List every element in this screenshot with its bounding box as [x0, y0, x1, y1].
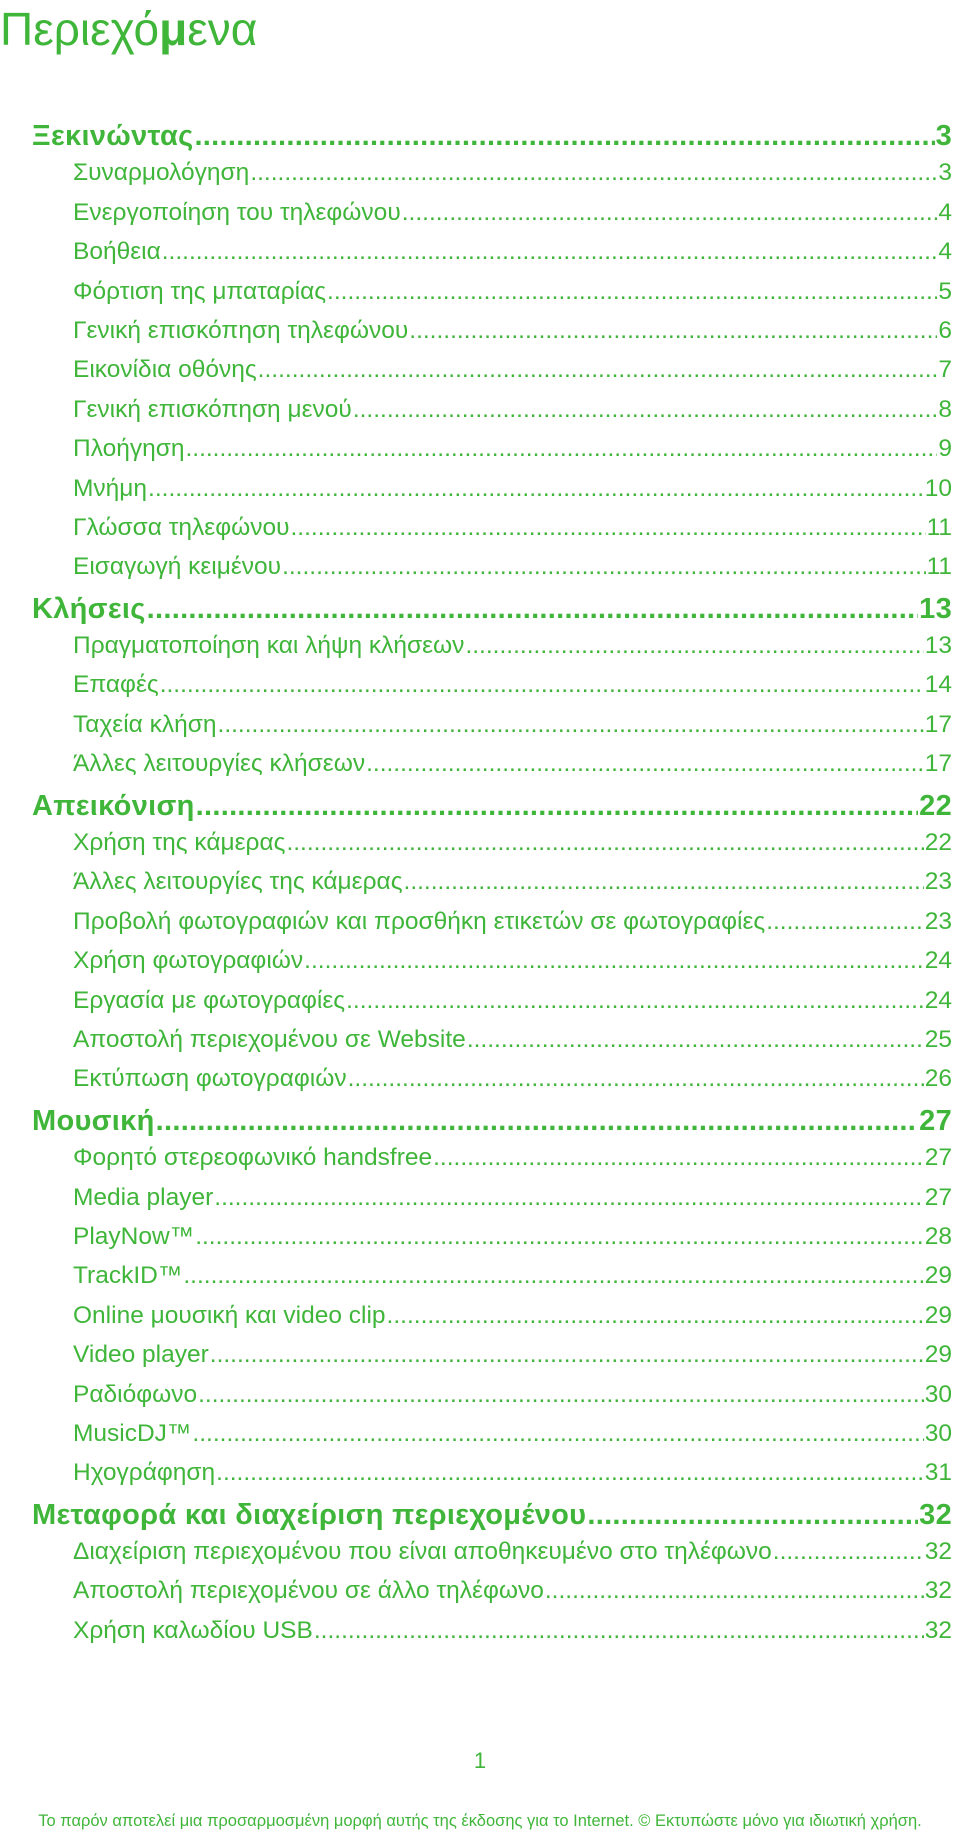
toc-entry-page: 4 — [938, 198, 952, 226]
toc-section-label: Μουσική — [32, 1104, 155, 1137]
toc-entry-page: 27 — [924, 1183, 952, 1211]
dot-leader — [214, 1184, 923, 1212]
toc-section[interactable] — [32, 1105, 952, 1144]
toc-section[interactable] — [32, 593, 952, 632]
toc-entry-label: Άλλες λειτουργίες κλήσεων — [73, 750, 366, 778]
page-number: 1 — [473, 1748, 487, 1773]
footer-note: Το παρόν αποτελεί μια προσαρμοσμένη μορφή αυτής της έκδοσης για το Internet. © Εκτυπώστε μόνο για ιδιωτική χρήση. — [38, 1812, 922, 1830]
toc-entry-page: 14 — [924, 671, 952, 699]
dot-leader — [192, 1420, 923, 1448]
dot-leader — [198, 1381, 924, 1409]
toc-entry-page: 32 — [924, 1616, 952, 1644]
page-title — [0, 2, 257, 56]
toc-entry[interactable] — [32, 1184, 952, 1223]
toc-section-label: Κλήσεις — [32, 592, 146, 625]
toc-entry-page: 30 — [924, 1380, 952, 1408]
toc-entry-page: 28 — [924, 1222, 952, 1250]
toc-entry[interactable] — [32, 947, 952, 986]
dot-leader — [250, 159, 937, 187]
toc-entry[interactable] — [32, 1302, 952, 1341]
dot-leader — [773, 1538, 924, 1566]
dot-leader — [147, 593, 919, 626]
toc-entry-page: 27 — [924, 1144, 952, 1172]
toc-entry[interactable] — [32, 475, 952, 514]
toc-entry-label: Εισαγωγή κειμένου — [73, 553, 282, 581]
toc-entry[interactable] — [32, 1223, 952, 1262]
toc-entry-label: Χρήση της κάμερας — [73, 829, 286, 857]
dot-leader — [195, 1223, 924, 1251]
toc-entry-page: 22 — [924, 829, 952, 857]
dot-leader — [196, 790, 919, 823]
toc-entry[interactable] — [32, 1538, 952, 1577]
dot-leader — [210, 1341, 924, 1369]
toc-entry-page: 6 — [938, 316, 952, 344]
toc-entry-label: Πλοήγηση — [73, 435, 185, 463]
toc-entry-page: 29 — [924, 1301, 952, 1329]
toc-section-label: Απεικόνιση — [32, 789, 195, 822]
dot-leader — [286, 829, 923, 857]
toc-section[interactable] — [32, 120, 952, 159]
toc-entry[interactable] — [32, 1144, 952, 1183]
toc-entry-label: Εκτύπωση φωτογραφιών — [73, 1065, 347, 1093]
toc-entry-label: Φόρτιση της μπαταρίας — [73, 277, 327, 305]
dot-leader — [766, 908, 924, 936]
dot-leader — [404, 868, 924, 896]
toc-entry-page: 29 — [924, 1262, 952, 1290]
toc-entry-label: Γλώσσα τηλεφώνου — [73, 513, 290, 541]
toc-entry-page: 13 — [924, 632, 952, 660]
dot-leader — [587, 1499, 918, 1532]
toc-entry[interactable] — [32, 317, 952, 356]
toc-entry-page: 29 — [924, 1341, 952, 1369]
toc-entry-page: 23 — [924, 907, 952, 935]
toc-entry-page: 24 — [924, 947, 952, 975]
toc-entry[interactable] — [32, 278, 952, 317]
dot-leader — [327, 278, 937, 306]
toc-entry-page: 5 — [938, 277, 952, 305]
dot-leader — [290, 514, 925, 542]
toc-entry[interactable] — [32, 356, 952, 395]
toc-entry[interactable] — [32, 908, 952, 947]
toc-entry-page: 11 — [926, 553, 952, 581]
title-prefix: Περιεχό — [0, 3, 160, 55]
toc-entry-page: 8 — [938, 395, 952, 423]
toc-entry-label: Αποστολή περιεχομένου σε Website — [73, 1025, 466, 1053]
toc-entry[interactable] — [32, 1381, 952, 1420]
dot-leader — [162, 238, 938, 266]
toc-entry[interactable] — [32, 1026, 952, 1065]
dot-leader — [258, 356, 938, 384]
toc-entry-label: Προβολή φωτογραφιών και προσθήκη ετικετών σε φωτογραφίες — [73, 907, 766, 935]
toc-entry-label: Video player — [73, 1341, 209, 1369]
toc-entry[interactable] — [32, 553, 952, 592]
toc-entry-label: Ταχεία κλήση — [73, 710, 217, 738]
dot-leader — [304, 947, 924, 975]
title-mu: μ — [159, 3, 188, 55]
toc-entry[interactable] — [32, 199, 952, 238]
toc-entry-page: 32 — [924, 1577, 952, 1605]
toc-entry-page: 17 — [924, 710, 952, 738]
toc-section-page: 3 — [935, 120, 952, 152]
dot-leader — [194, 120, 934, 153]
dot-leader — [467, 1026, 924, 1054]
toc-entry-label: Εικονίδια οθόνης — [73, 356, 257, 384]
dot-leader — [465, 632, 923, 660]
toc-entry-page: 4 — [938, 238, 952, 266]
toc-section-label: Μεταφορά και διαχείριση περιεχομένου — [32, 1498, 587, 1531]
toc-section-page: 22 — [919, 789, 952, 822]
toc-entry-label: TrackID™ — [73, 1262, 183, 1290]
dot-leader — [183, 1262, 923, 1290]
toc-entry-page: 10 — [924, 474, 952, 502]
toc-section-page: 13 — [919, 592, 952, 625]
toc-entry[interactable] — [32, 1341, 952, 1380]
dot-leader — [216, 1459, 924, 1487]
toc-entry-label: Ηχογράφηση — [73, 1459, 216, 1487]
toc-entry-page: 25 — [924, 1025, 952, 1053]
toc-entry-label: Γενική επισκόπηση μενού — [73, 395, 352, 423]
toc-entry-label: Φορητό στερεοφωνικό handsfree — [73, 1144, 433, 1172]
dot-leader — [282, 553, 926, 581]
dot-leader — [348, 1065, 924, 1093]
toc-entry-label: Εργασία με φωτογραφίες — [73, 986, 346, 1014]
toc-entry[interactable] — [32, 1459, 952, 1498]
dot-leader — [545, 1577, 924, 1605]
toc-entry-label: Διαχείριση περιεχομένου που είναι αποθηκευμένο στο τηλέφωνο — [73, 1538, 772, 1566]
toc-entry-page: 26 — [924, 1065, 952, 1093]
toc-entry-label: Ραδιόφωνο — [73, 1380, 198, 1408]
toc-entry-label: Online μουσική και video clip — [73, 1301, 386, 1329]
toc-section[interactable] — [32, 790, 952, 829]
table-of-contents — [32, 120, 952, 1656]
dot-leader — [314, 1617, 924, 1645]
dot-leader — [387, 1302, 924, 1330]
toc-entry[interactable] — [32, 1065, 952, 1104]
toc-entry[interactable] — [32, 632, 952, 671]
toc-entry-label: Γενική επισκόπηση τηλεφώνου — [73, 316, 409, 344]
toc-entry-label: Χρήση φωτογραφιών — [73, 947, 304, 975]
dot-leader — [433, 1144, 924, 1172]
toc-entry-label: Ενεργοποίηση του τηλεφώνου — [73, 198, 401, 226]
toc-entry-label: Media player — [73, 1183, 214, 1211]
toc-entry[interactable] — [32, 750, 952, 789]
toc-entry-label: Επαφές — [73, 671, 159, 699]
dot-leader — [185, 435, 937, 463]
toc-entry-label: Βοήθεια — [73, 238, 161, 266]
toc-entry[interactable] — [32, 711, 952, 750]
toc-section[interactable] — [32, 1499, 952, 1538]
toc-entry-page: 7 — [938, 356, 952, 384]
toc-entry-label: Αποστολή περιεχομένου σε άλλο τηλέφωνο — [73, 1577, 544, 1605]
toc-entry[interactable] — [32, 514, 952, 553]
toc-entry-label: Μνήμη — [73, 474, 148, 502]
dot-leader — [402, 199, 938, 227]
toc-entry-page: 23 — [924, 868, 952, 896]
dot-leader — [218, 711, 924, 739]
toc-entry-page: 11 — [926, 513, 952, 541]
toc-entry[interactable] — [32, 829, 952, 868]
dot-leader — [156, 1105, 919, 1138]
dot-leader — [366, 750, 924, 778]
toc-entry-page: 24 — [924, 986, 952, 1014]
toc-entry[interactable] — [32, 159, 952, 198]
toc-entry-label: Πραγματοποίηση και λήψη κλήσεων — [73, 632, 465, 660]
dot-leader — [409, 317, 937, 345]
toc-entry[interactable] — [32, 868, 952, 907]
toc-entry-page: 17 — [924, 750, 952, 778]
toc-entry[interactable] — [32, 987, 952, 1026]
toc-entry[interactable] — [32, 435, 952, 474]
toc-entry[interactable] — [32, 1577, 952, 1616]
toc-section-page: 32 — [919, 1498, 952, 1531]
toc-entry[interactable] — [32, 238, 952, 277]
toc-entry-page: 32 — [924, 1538, 952, 1566]
dot-leader — [148, 475, 924, 503]
dot-leader — [160, 671, 924, 699]
toc-section-label: Ξεκινώντας — [32, 120, 194, 152]
toc-entry-label: Συναρμολόγηση — [73, 159, 250, 187]
dot-leader — [353, 396, 938, 424]
title-suffix: ενα — [187, 3, 258, 55]
toc-entry-label: Χρήση καλωδίου USB — [73, 1616, 313, 1644]
toc-entry[interactable] — [32, 671, 952, 710]
toc-entry-page: 3 — [938, 159, 952, 187]
toc-entry[interactable] — [32, 1262, 952, 1301]
toc-entry-label: Άλλες λειτουργίες της κάμερας — [73, 868, 403, 896]
dot-leader — [346, 987, 924, 1015]
toc-entry-page: 9 — [938, 435, 952, 463]
toc-entry[interactable] — [32, 1617, 952, 1656]
toc-entry-page: 30 — [924, 1419, 952, 1447]
toc-entry-label: MusicDJ™ — [73, 1419, 192, 1447]
toc-entry-page: 31 — [924, 1459, 952, 1487]
toc-entry[interactable] — [32, 396, 952, 435]
toc-entry-label: PlayNow™ — [73, 1222, 195, 1250]
toc-entry[interactable] — [32, 1420, 952, 1459]
toc-section-page: 27 — [919, 1104, 952, 1137]
